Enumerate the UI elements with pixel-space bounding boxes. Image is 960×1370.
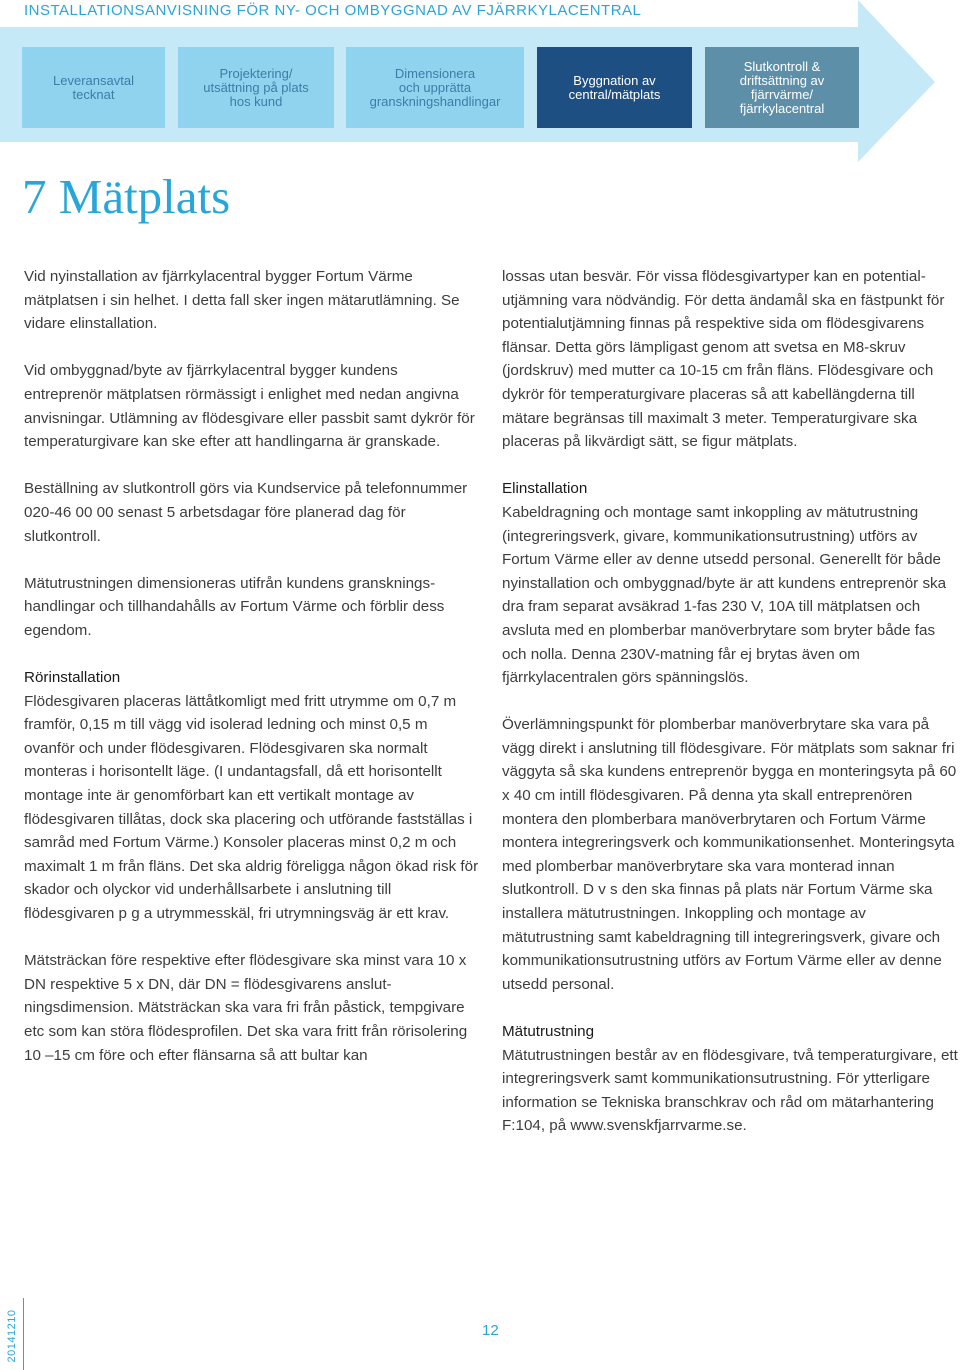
section-heading-elinstallation: Elinstallation	[502, 480, 588, 498]
paragraph: Beställning av slutkontroll görs via Kundservice på telefonnummer 020-46 00 00 senast 5 arbetsdagar före planerad dag för slutkontroll.	[24, 480, 468, 545]
page-number: 12	[482, 1322, 499, 1339]
process-step-byggnation-current: Byggnation av central/mätplats	[537, 47, 692, 128]
process-step-dimensionera: Dimensionera och upprätta granskningshandlingar	[346, 47, 524, 128]
process-step-leveransavtal: Leveransavtal tecknat	[22, 47, 165, 128]
paragraph: Flödesgivaren placeras lättåtkomligt med fritt utrymme om 0,7 m framför, 0,15 m till vägg vid isolerad ledning och minst 0,5 m ovanför och under flödesgivaren. Flödesgivaren ska normalt monteras i horisontellt läge. (I undantagsfall, då ett horisontellt montage inte är genomförbart kan ett vertikalt montage av flödesgivaren tillåtas, dock ska placering och utförande fastställas i samråd med Fortum Värme.) Konsoler placeras minst 0,2 m och maximalt 1 m från fläns. Det ska aldrig föreligga någon ökad risk för skador och olyckor vid underhållsarbete i anslutning till flödesgivaren p g a utrymmesskäl, fri utrymningsväg är ett krav.	[24, 692, 479, 923]
chapter-title: 7 Mätplats	[22, 169, 231, 224]
process-flow	[0, 0, 960, 165]
left-column	[24, 265, 479, 1091]
paragraph: Mätsträckan före respektive efter flödesgivare ska minst vara 10 x DN respektive 5 x DN, där DN = flödesgivarens anslutningsdimension. Mätsträckan ska vara fri från påstick, tempgivare etc som kan störa flödesprofilen. Det ska vara fritt från rörisolering 10 –15 cm före och efter flänsarna så att bultar kan	[24, 952, 468, 1064]
section-heading-matutrustning: Mätutrustning	[502, 1023, 595, 1040]
paragraph: Mätutrustningen dimensioneras utifrån kundens granskningshandlingar och tillhandahålls av Fortum Värme och förblir dess egendom.	[24, 574, 445, 639]
right-column	[502, 265, 960, 1162]
process-step-slutkontroll: Slutkontroll & driftsättning av fjärrvärme/ fjärrkylacentral	[705, 47, 859, 128]
paragraph: lossas utan besvär. För vissa flödesgivartyper kan en potentialutjämning vara nödvändig. För detta ändamål ska en fästpunkt för potentialutjämning finnas på respektive sida om flödesgivarens flänsar. Detta görs lämpligast genom att svetsa en M8-skruv (jordskruv) med mutter ca 10-15 cm från fläns. Flödesgivare och dykrör för temperaturgivare placeras så att kabellängderna till mätare begränsas till maximalt 3 meter. Temperaturgivare ska placeras på likvärdigt sätt, se figur mätplats.	[502, 268, 945, 451]
process-step-projektering: Projektering/ utsättning på plats hos kund	[178, 47, 334, 128]
paragraph: Vid nyinstallation av fjärrkylacentral bygger Fortum Värme mätplatsen i sin helhet. I detta fall sker ingen mätarutlämning. Se vidare elinstallation.	[24, 268, 460, 333]
document-header-title: INSTALLATIONSANVISNING FÖR NY- OCH OMBYGGNAD AV FJÄRRKYLACENTRAL	[24, 2, 642, 19]
paragraph: Vid ombyggnad/byte av fjärrkylacentral bygger kundens entreprenör mätplatsen rörmässigt i enlighet med nedan angivna anvisningar. Utlämning av flödesgivare eller passbit samt dykrör för temperaturgivare kan ske efter att handlingarna är granskade.	[24, 362, 475, 451]
paragraph: Kabeldragning och montage samt inkoppling av mätutrustning (integreringsverk, givare, kommunikationsutrustning) utförs av Fortum Värme eller av denne utsedd personal. Generellt för både nyinstallation och ombyggnad/byte är att kundens entreprenör ska dra fram separat avsäkrad 1-fas 230 V, 10A till mätplatsen och avsluta med en plomberbar manöverbrytare som bryter både fas och nolla. Denna 230V-matning får ej brytas även om fjärrkylacentralen görs spänningslös.	[502, 503, 947, 687]
footer-date: 20141210	[6, 1309, 18, 1363]
section-heading-rorinstallation: Rörinstallation	[24, 669, 121, 687]
paragraph: Överlämningspunkt för plomberbar manöverbrytare ska vara på vägg direkt i anslutning till flödesgivare. För mätplats som saknar fri väggyta så ska kundens entreprenör bygga en monteringsyta på 60 x 40 cm intill flödesgivaren. På denna yta skall entreprenören montera den plomberbara manöverbrytaren och Fortum Värme montera integreringsverk och kommunikationsenhet. Monteringsyta med plomberbar manöverbrytare ska vara monterad innan slutkontroll. D v s den ska finnas på plats när Fortum Värme ska installera mätutrustningen. Inkoppling och montage av mätutrustning samt kabeldragning till integreringsverk, givare och kommunikationsutrustning utförs av Fortum Värme eller av denne utsedd personal.	[502, 716, 957, 993]
paragraph: Mätutrustningen består av en flödesgivare, två temperaturgivare, ett integreringsverk samt kommunikationsutrustning. För ytterligare information se Tekniska branschkrav och råd om mätarhantering F:104, på www.svenskfjarrvarme.se.	[502, 1046, 958, 1135]
footer-divider	[23, 1298, 24, 1370]
